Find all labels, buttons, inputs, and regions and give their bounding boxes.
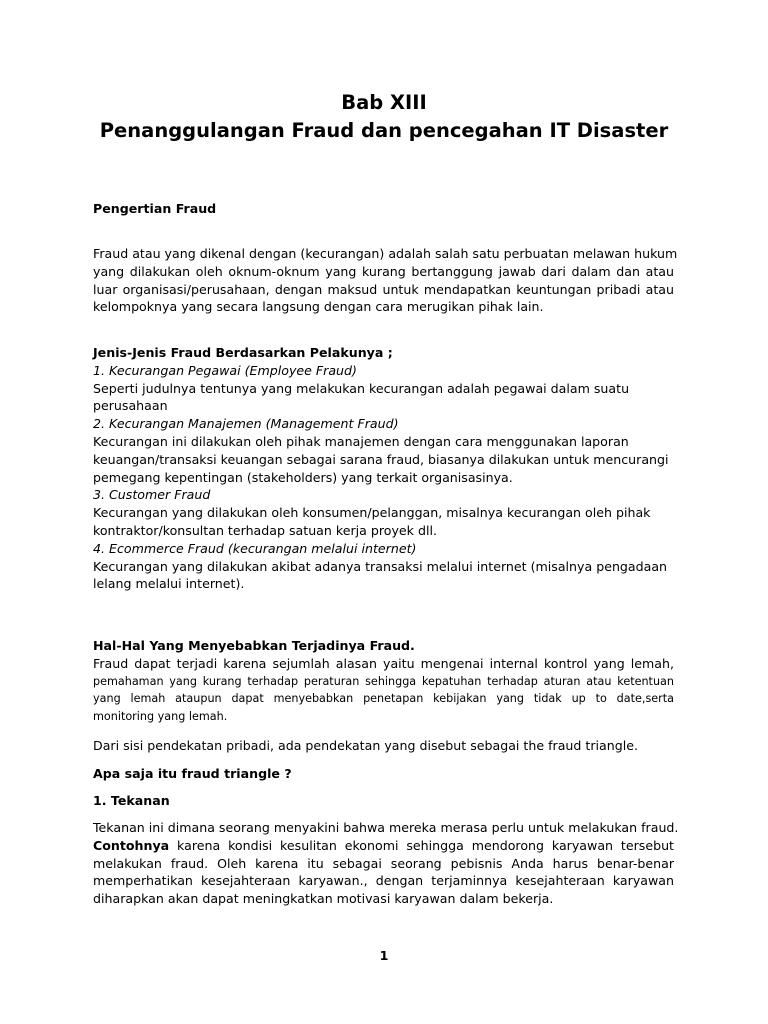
- hal-section: [93, 637, 674, 726]
- paragraph-line: yang lemah ataupun dapat menyebabkan penetapan kebijakan yang tidak up to date,serta: [93, 692, 674, 706]
- paragraph-line: [93, 837, 674, 855]
- jenis-item-2-desc: keuangan/transaksi keuangan sebagai sarana fraud, biasanya dilakukan untuk mencurangi: [93, 451, 669, 467]
- jenis-item-2-desc: pemegang kepentingan (stakeholders) yang terkait organisasinya.: [93, 469, 513, 485]
- dari-sisi-paragraph: Dari sisi pendekatan pribadi, ada pendekatan yang disebut sebagai the fraud triangle.: [93, 738, 638, 753]
- tekanan-heading: 1. Tekanan: [93, 793, 170, 808]
- jenis-heading: Jenis-Jenis Fraud Berdasarkan Pelakunya ;: [93, 345, 393, 360]
- pengertian-heading: Pengertian Fraud: [93, 201, 217, 216]
- chapter-subtitle: Penanggulangan Fraud dan pencegahan IT Disaster: [99, 119, 669, 142]
- paragraph-line: memperhatikan kesejahteraan karyawan., dengan terjaminnya kesejahteraan karyawan: [93, 873, 674, 889]
- paragraph-line: kelompoknya yang secara langsung dengan cara merugikan pihak lain.: [93, 299, 544, 315]
- jenis-item-3-desc: kontraktor/konsultan terhadap satuan kerja proyek dll.: [93, 522, 437, 538]
- paragraph-line: diharapkan akan dapat meningkatkan motivasi karyawan dalam bekerja.: [93, 891, 554, 907]
- jenis-item-1-desc: perusahaan: [93, 398, 168, 414]
- jenis-section: [93, 344, 674, 593]
- jenis-item-2-desc: Kecurangan ini dilakukan oleh pihak manajemen dengan cara menggunakan laporan: [93, 433, 629, 449]
- hal-heading: Hal-Hal Yang Menyebabkan Terjadinya Fraud.: [93, 638, 415, 653]
- jenis-item-2-title: 2. Kecurangan Manajemen (Management Fraud): [93, 416, 399, 432]
- jenis-item-1-desc: Seperti judulnya tentunya yang melakukan kecurangan adalah pegawai dalam suatu: [93, 380, 630, 396]
- chapter-title: Bab XIII: [341, 91, 427, 114]
- paragraph-line: Fraud dapat terjadi karena sejumlah alasan yaitu mengenai internal kontrol yang lemah,: [93, 655, 674, 671]
- paragraph-line: yang dilakukan oleh oknum-oknum yang kurang bertanggung jawab dari dalam dan atau: [93, 263, 674, 279]
- jenis-item-4-desc: lelang melalui internet).: [93, 576, 245, 592]
- contohnya-bold: Contohnya: [93, 837, 170, 853]
- paragraph-line: melakukan fraud. Oleh karena itu sebagai seorang pebisnis Anda harus benar-benar: [93, 855, 674, 871]
- page-number: 1: [379, 948, 389, 963]
- paragraph-line-rest: karena kondisi kesulitan ekonomi sehingga mendorong karyawan tersebut: [169, 837, 674, 853]
- jenis-item-3-title: 3. Customer Fraud: [93, 487, 211, 503]
- paragraph-line: luar organisasi/perusahaan, dengan maksud untuk mendapatkan keuntungan pribadi atau: [93, 281, 674, 297]
- jenis-item-4-title: 4. Ecommerce Fraud (kecurangan melalui internet): [93, 540, 417, 556]
- apa-saja-heading: Apa saja itu fraud triangle ?: [93, 766, 292, 781]
- tekanan-paragraph: [93, 819, 679, 908]
- jenis-item-1-title: 1. Kecurangan Pegawai (Employee Fraud): [93, 362, 357, 378]
- pengertian-paragraph: [93, 245, 678, 316]
- jenis-item-4-desc: Kecurangan yang dilakukan akibat adanya transaksi melalui internet (misalnya pengadaan: [93, 558, 668, 574]
- jenis-item-3-desc: Kecurangan yang dilakukan oleh konsumen/pelanggan, misalnya kecurangan oleh pihak: [93, 505, 651, 521]
- paragraph-line: Fraud atau yang dikenal dengan (kecurangan) adalah salah satu perbuatan melawan hukum: [93, 246, 678, 261]
- paragraph-line: Tekanan ini dimana seorang menyakini bahwa mereka merasa perlu untuk melakukan fraud.: [93, 820, 679, 835]
- paragraph-line: pemahaman yang kurang terhadap peraturan sehingga kepatuhan terhadap aturan atau ketentuan: [93, 674, 674, 688]
- paragraph-line: monitoring yang lemah.: [93, 710, 228, 724]
